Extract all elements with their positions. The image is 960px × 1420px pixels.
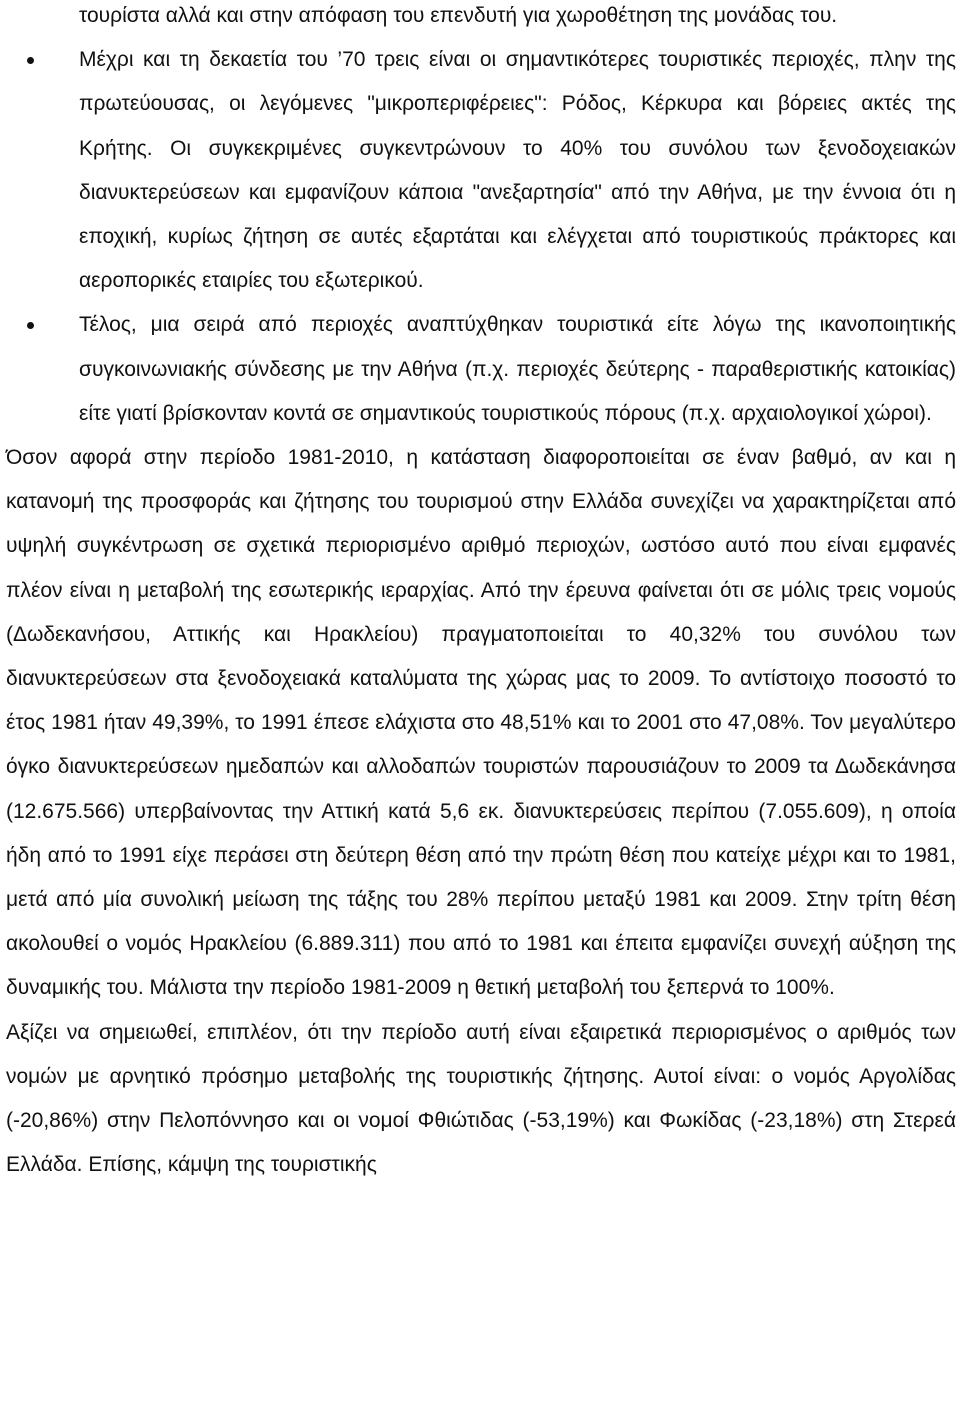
bullet-item-continued: τουρίστα αλλά και στην απόφαση του επενδυτή για χωροθέτηση της μονάδας του. xyxy=(79,4,838,27)
bullet-item: Τέλος, μια σειρά από περιοχές αναπτύχθηκαν τουριστικά είτε λόγω της ικανοποιητικής συγκοινωνιακής σύνδεσης με την Αθήνα (π.χ. περιοχές δεύτερης - παραθεριστικής κατοικίας) είτε γιατί βρίσκονταν κοντά σε σημαντικούς τουριστικούς πόρους (π.χ. αρχαιολογικοί χώροι). xyxy=(6,303,956,436)
body-paragraph: Όσον αφορά στην περίοδο 1981-2010, η κατάσταση διαφοροποιείται σε έναν βαθμό, αν και η κατανομή της προσφοράς και ζήτησης του τουρισμού στην Ελλάδα συνεχίζει να χαρακτηρίζεται από υψηλή συγκέντρωση σε σχετικά περιορισμένο αριθμό περιοχών, ωστόσο αυτό που είναι εμφανές πλέον είναι η μεταβολή της εσωτερικής ιεραρχίας. Από την έρευνα φαίνεται ότι σε μόλις τρεις νομούς (Δωδεκανήσου, Αττικής και Ηρακλείου) πραγματοποιείται το 40,32% του συνόλου των διανυκτερεύσεων στα ξενοδοχειακά καταλύματα της χώρας μας το 2009. Το αντίστοιχο ποσοστό το έτος 1981 ήταν 49,39%, το 1991 έπεσε ελάχιστα στο 48,51% και το 2001 στο 47,08%. Τον μεγαλύτερο όγκο διανυκτερεύσεων ημεδαπών και αλλοδαπών τουριστών παρουσιάζουν το 2009 τα Δωδεκάνησα (12.675.566) υπερβαίνοντας την Αττική κατά 5,6 εκ. διανυκτερεύσεις περίπου (7.055.609), η οποία ήδη από το 1991 είχε περάσει στη δεύτερη θέση από την πρώτη θέση που κατείχε μέχρι και το 1981, μετά από μία συνολική μείωση της τάξης του 28% περίπου μεταξύ 1981 και 2009. Στην τρίτη θέση ακολουθεί ο νομός Ηρακλείου (6.889.311) που από το 1981 και έπειτα εμφανίζει συνεχή αύξηση της δυναμικής του. Μάλιστα την περίοδο 1981-2009 η θετική μεταβολή του ξεπερνά το 100%. xyxy=(6,446,956,1000)
body-paragraph: Αξίζει να σημειωθεί, επιπλέον, ότι την περίοδο αυτή είναι εξαιρετικά περιορισμένος ο αριθμός των νομών με αρνητικό πρόσημο μεταβολής της τουριστικής ζήτησης. Αυτοί είναι: ο νομός Αργολίδας (-20,86%) στην Πελοπόννησο και οι νομοί Φθιώτιδας (-53,19%) και Φωκίδας (-23,18%) στη Στερεά Ελλάδα. Επίσης, κάμψη της τουριστικής xyxy=(6,1020,956,1177)
document-page xyxy=(6,0,956,1187)
bullet-item: Μέχρι και τη δεκαετία του ’70 τρεις είναι οι σημαντικότερες τουριστικές περιοχές, πλην της πρωτεύουσας, οι λεγόμενες "μικροπεριφέρειες": Ρόδος, Κέρκυρα και βόρειες ακτές της Κρήτης. Οι συγκεκριμένες συγκεντρώνουν το 40% του συνόλου των ξενοδοχειακών διανυκτερεύσεων και εμφανίζουν κάποια "ανεξαρτησία" από την Αθήνα, με την έννοια ότι η εποχική, κυρίως ζήτηση σε αυτές εξαρτάται και ελέγχεται από τουριστικούς πράκτορες και αεροπορικές εταιρίες του εξωτερικού. xyxy=(6,38,956,303)
bullet-list xyxy=(6,0,956,436)
